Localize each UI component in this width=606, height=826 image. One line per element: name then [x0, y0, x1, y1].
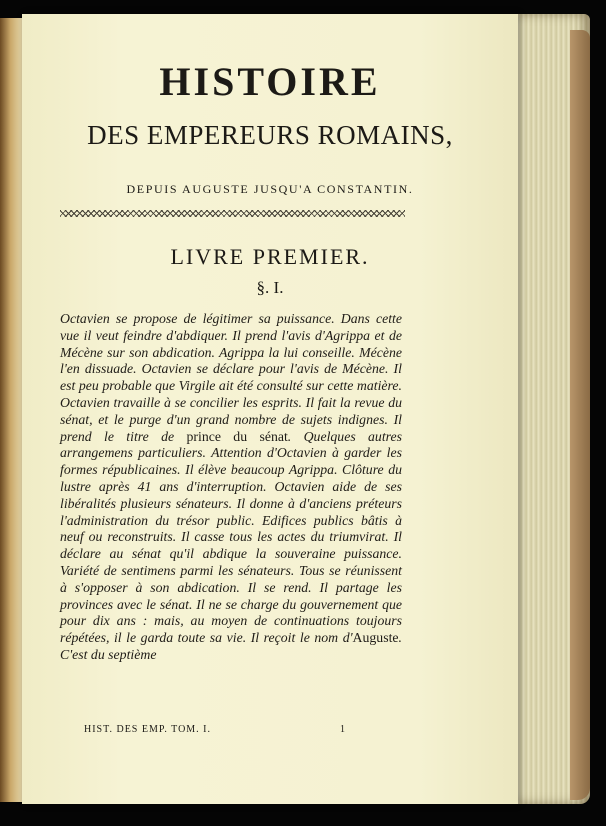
section-heading: §. I.	[256, 278, 284, 297]
summary-paragraph	[60, 311, 402, 664]
page-subtitle: DES EMPEREURS ROMAINS,	[87, 120, 453, 150]
book-cover-edge	[570, 30, 590, 800]
summary-text-auguste: Auguste	[352, 630, 399, 646]
page-footer-signature: HIST. DES EMP. TOM. I.	[84, 724, 212, 735]
summary-text-prince: prince du sénat	[186, 428, 288, 444]
page-subtitle-secondary: DEPUIS AUGUSTE JUSQU'A CONSTANTIN.	[126, 182, 414, 196]
summary-text-part-3: . C'est du septième	[60, 630, 402, 662]
book-heading: LIVRE PREMIER.	[170, 244, 370, 269]
summary-text-part-2: . Quelques autres arrangemens particuliers. Attention d'Octavien à garder les formes républicaines. Il élève beaucoup Agrippa. Clôture du lustre après 41 ans d'interruption. Octavien aide de ses libéralités plusieurs sénateurs. Il donne à d'anciens préteurs l'administration du trésor public. Edifices publics bâtis à neuf ou reconstruits. Il casse tous les actes du triumvirat. Il déclare au sénat qu'il abdique la souveraine puissance. Variété de sentimens parmi les sénateurs. Tous se réunissent à s'opposer à son abdication. Il se rend. Il partage les provinces avec le sénat. Il ne se charge du gouvernement que pour dix ans : mais, au moyen de continuations toujours répétées, il le garda toute sa vie. Il reçoit le nom d'	[60, 428, 403, 646]
book-page	[22, 14, 518, 804]
page-title: HISTOIRE	[159, 59, 381, 104]
summary-text-part-1: Octavien se propose de légitimer sa puissance. Dans cette vue il veut feindre d'abdiquer. Il prend l'avis d'Agrippa et de Mécène sur son abdication. Agrippa la lui conseille. Mécène l'en dissuade. Octavien se déclare pour l'avis de Mécène. Il est peu probable que Virgile ait été consulté sur cette matière. Octavien travaille à se concilier les esprits. Il fait la revue du sénat, et le purge d'un grand nombre de sujets indignes. Il prend le titre de	[60, 311, 402, 444]
ornamental-rule	[60, 210, 405, 217]
page-number: 1	[340, 724, 345, 735]
